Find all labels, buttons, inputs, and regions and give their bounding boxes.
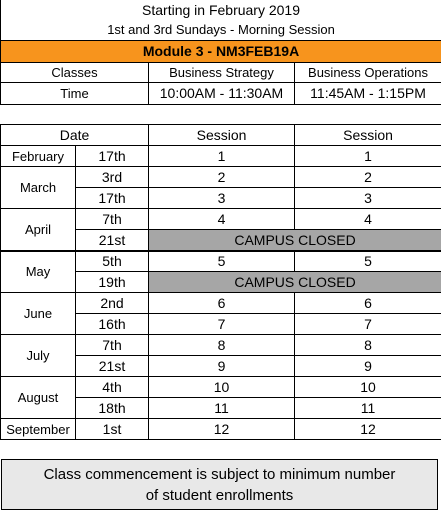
session-cell: 9	[149, 356, 295, 377]
session-cell: 3	[295, 188, 441, 209]
month-cell: May	[1, 251, 76, 293]
session-cell: 8	[295, 335, 441, 356]
session-cell: 4	[149, 209, 295, 230]
table-row	[1, 167, 441, 188]
time-business-operations: 11:45AM - 1:15PM	[295, 82, 441, 104]
page-subtitle: 1st and 3rd Sundays - Morning Session	[1, 20, 441, 40]
campus-closed-cell: CAMPUS CLOSED	[149, 230, 441, 251]
enrollment-notice: Class commencement is subject to minimum number of student enrollments	[1, 459, 438, 510]
session-cell: 11	[149, 398, 295, 419]
day-cell: 3rd	[76, 167, 149, 188]
session-cell: 11	[295, 398, 441, 419]
day-cell: 7th	[76, 209, 149, 230]
day-cell: 2nd	[76, 293, 149, 314]
table-row	[1, 419, 441, 440]
day-cell: 17th	[76, 146, 149, 167]
session-cell: 6	[295, 293, 441, 314]
session-cell: 4	[295, 209, 441, 230]
table-row	[1, 251, 441, 272]
month-cell: April	[1, 209, 76, 251]
day-cell: 21st	[76, 230, 149, 251]
day-cell: 4th	[76, 377, 149, 398]
class-business-strategy: Business Strategy	[149, 62, 295, 82]
time-label: Time	[1, 82, 149, 104]
table-row	[1, 335, 441, 356]
session-header: Session	[149, 125, 295, 146]
time-business-strategy: 10:00AM - 11:30AM	[149, 82, 295, 104]
class-business-operations: Business Operations	[295, 62, 441, 82]
day-cell: 5th	[76, 251, 149, 272]
session-cell: 6	[149, 293, 295, 314]
session-cell: 7	[149, 314, 295, 335]
session-cell: 9	[295, 356, 441, 377]
session-header: Session	[295, 125, 441, 146]
session-cell: 5	[149, 251, 295, 272]
day-cell: 1st	[76, 419, 149, 440]
session-cell: 1	[295, 146, 441, 167]
table-row	[1, 377, 441, 398]
schedule-table	[0, 124, 441, 440]
month-cell: June	[1, 293, 76, 335]
session-cell: 2	[295, 167, 441, 188]
schedule-header-row	[1, 125, 441, 146]
month-cell: March	[1, 167, 76, 209]
session-cell: 12	[149, 419, 295, 440]
day-cell: 7th	[76, 335, 149, 356]
campus-closed-cell: CAMPUS CLOSED	[149, 272, 441, 293]
month-cell: September	[1, 419, 76, 440]
module-header-table	[0, 0, 441, 105]
session-cell: 1	[149, 146, 295, 167]
session-cell: 10	[295, 377, 441, 398]
session-cell: 10	[149, 377, 295, 398]
day-cell: 18th	[76, 398, 149, 419]
session-cell: 5	[295, 251, 441, 272]
classes-label: Classes	[1, 62, 149, 82]
day-cell: 16th	[76, 314, 149, 335]
day-cell: 21st	[76, 356, 149, 377]
session-cell: 3	[149, 188, 295, 209]
day-cell: 19th	[76, 272, 149, 293]
session-cell: 7	[295, 314, 441, 335]
day-cell: 17th	[76, 188, 149, 209]
page-title: Starting in February 2019	[1, 0, 441, 20]
table-row	[1, 293, 441, 314]
month-cell: February	[1, 146, 76, 167]
month-cell: August	[1, 377, 76, 419]
module-banner: Module 3 - NM3FEB19A	[1, 40, 441, 62]
session-cell: 12	[295, 419, 441, 440]
month-cell: July	[1, 335, 76, 377]
table-row	[1, 146, 441, 167]
session-cell: 2	[149, 167, 295, 188]
table-row	[1, 209, 441, 230]
session-cell: 8	[149, 335, 295, 356]
date-header: Date	[1, 125, 149, 146]
